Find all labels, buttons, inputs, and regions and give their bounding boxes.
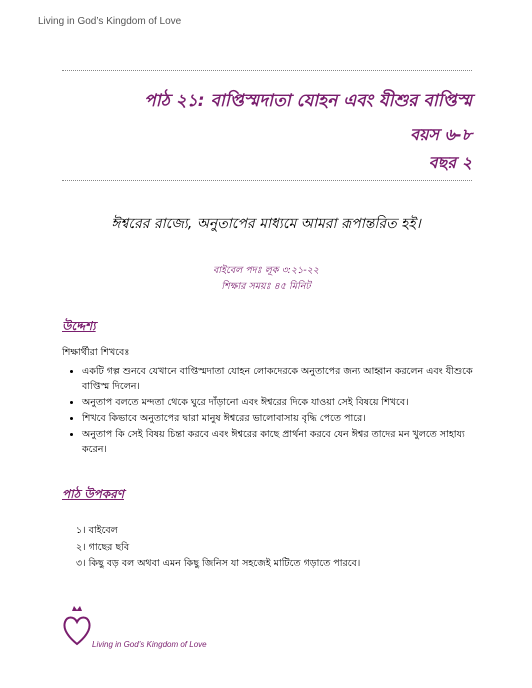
objectives-heading: উদ্দেশ্য <box>62 319 96 333</box>
objectives-list <box>62 364 492 458</box>
page-header-text: Living in God’s Kingdom of Love <box>38 16 182 27</box>
scripture-reference: বাইবেল পদঃ লূক ৩:২১-২২ <box>213 265 319 276</box>
materials-list <box>62 523 486 573</box>
objectives-intro: শিক্ষার্থীরা শিখবেঃ <box>62 347 130 358</box>
list-item: ১। বাইবেল <box>76 525 118 536</box>
age-range: বয়স ৬-৮ <box>410 125 472 144</box>
list-item: ৩। কিছু বড় বল অথবা এমন কিছু জিনিস যা সহজেই মাটিতে গড়াতে পারবে। <box>76 558 361 569</box>
lesson-theme: ঈশ্বরের রাজ্যে, অনুতাপের মাধ্যমে আমরা রূপান্তরিত হই। <box>111 216 421 232</box>
list-item: • শিখবে কিভাবে অনুতাপের দ্বারা মানুষ ঈশ্বরের ভালোবাসায় বৃদ্ধি পেতে পারে। <box>82 411 492 426</box>
list-item: ২। গাছের ছবি <box>76 541 130 553</box>
lesson-title: পাঠ ২১: বাপ্তিস্মদাতা যোহন এবং যীশুর বাপ্তিস্ম <box>144 91 472 111</box>
year-label: বছর ২ <box>428 153 472 172</box>
list-item: • অনুতাপ কি সেই বিষয় চিন্তা করবে এবং ঈশ্বরের কাছে প্রার্থনা করবে যেন ঈশ্বর তাদের মন খুলতে সাহায্য করেন। <box>82 427 492 457</box>
footer-text: Living in God’s Kingdom of Love <box>92 640 207 649</box>
lesson-duration: শিক্ষার সময়ঃ ৪৫ মিনিট <box>221 281 311 292</box>
crown-heart-icon <box>62 604 92 648</box>
list-item: • একটি গল্প শুনবে যেখানে বাপ্তিস্মদাতা যোহন লোকদেরকে অনুতাপের জন্য আহ্বান করলেন এবং যীশুকে বাপ্তিস্ম দিলেন। <box>82 364 492 394</box>
top-divider <box>62 70 472 71</box>
list-item: • অনুতাপ বলতে মন্দতা থেকে ঘুরে দাঁড়ানো এবং ঈশ্বরের দিকে যাওয়া সেই বিষয়ে শিখবে। <box>82 395 492 410</box>
materials-heading: পাঠ উপকরণ <box>62 487 124 501</box>
bottom-divider <box>62 180 472 181</box>
